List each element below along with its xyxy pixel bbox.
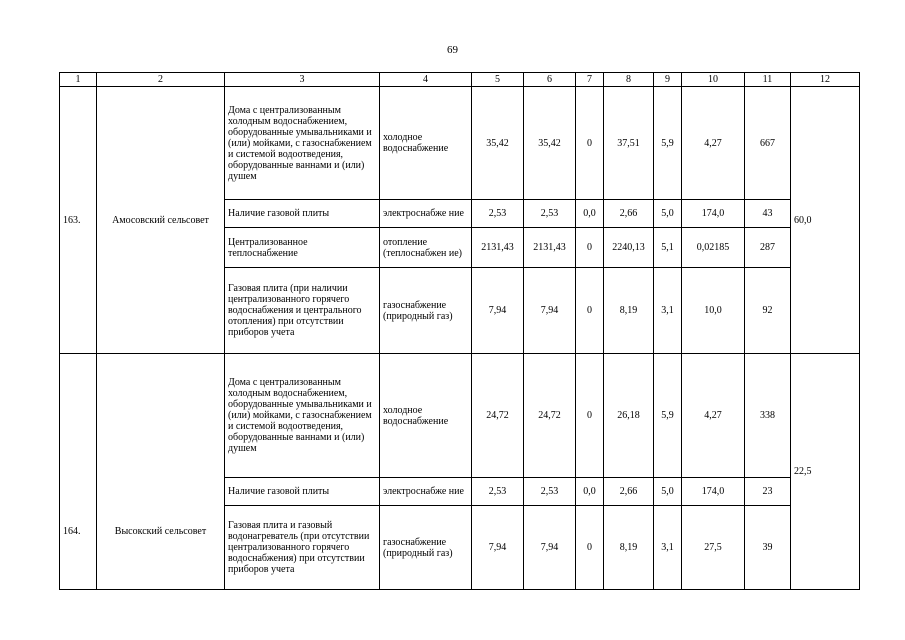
col-header: 7 [576,73,604,87]
service-type: электроснабже ние [380,478,472,506]
value-col5: 2131,43 [472,228,524,268]
settlement-name: Амосовский сельсовет [97,87,225,354]
value-col8: 2,66 [604,200,654,228]
value-col6: 7,94 [524,506,576,590]
value-col8: 2240,13 [604,228,654,268]
value-col9: 5,1 [654,228,682,268]
housing-category: Газовая плита и газовый водонагреватель (при отсутствии централизованного горячего водоснабжения) при отсутствии приборов учета [225,506,380,590]
col-header: 2 [97,73,225,87]
value-col12: 60,0 [791,87,860,354]
value-col7: 0 [576,506,604,590]
value-col11: 43 [745,200,791,228]
col-header: 5 [472,73,524,87]
value-col11: 667 [745,87,791,200]
housing-category: Дома с централизованным холодным водоснабжением, оборудованные умывальниками и (или) мойками, с газоснабжением и системой водоотведения, оборудованные ваннами и (или) душем [225,87,380,200]
housing-category: Централизованное теплоснабжение [225,228,380,268]
value-col5: 24,72 [472,354,524,478]
value-col10: 0,02185 [682,228,745,268]
value-col9: 5,9 [654,354,682,478]
value-col10: 4,27 [682,354,745,478]
value-col8: 37,51 [604,87,654,200]
value-col11: 287 [745,228,791,268]
value-col5: 7,94 [472,268,524,354]
value-col7: 0 [576,228,604,268]
value-col9: 5,0 [654,478,682,506]
housing-category: Газовая плита (при наличии централизованного горячего водоснабжения и центрального отопления) при отсутствии приборов учета [225,268,380,354]
page-number: 69 [447,44,458,56]
value-col6: 24,72 [524,354,576,478]
value-col10: 174,0 [682,200,745,228]
service-type: отопление (теплоснабжен ие) [380,228,472,268]
value-col7: 0 [576,354,604,478]
value-col5: 35,42 [472,87,524,200]
row-number: 163. [60,87,97,354]
value-col9: 3,1 [654,268,682,354]
value-col9: 5,0 [654,200,682,228]
service-type: электроснабже ние [380,200,472,228]
value-col7: 0 [576,87,604,200]
value-col9: 5,9 [654,87,682,200]
col-header: 3 [225,73,380,87]
table-row [60,354,860,478]
value-col11: 338 [745,354,791,478]
value-col10: 174,0 [682,478,745,506]
col-header: 11 [745,73,791,87]
value-col8: 2,66 [604,478,654,506]
col-header: 10 [682,73,745,87]
col-header: 8 [604,73,654,87]
value-col6: 2131,43 [524,228,576,268]
value-col5: 7,94 [472,506,524,590]
value-col11: 92 [745,268,791,354]
col-header: 12 [791,73,860,87]
housing-category: Наличие газовой плиты [225,478,380,506]
col-header: 4 [380,73,472,87]
value-col11: 39 [745,506,791,590]
value-col8: 8,19 [604,268,654,354]
service-type: газоснабжение (природный газ) [380,268,472,354]
value-col5: 2,53 [472,478,524,506]
value-col9: 3,1 [654,506,682,590]
service-type: холодное водоснабжение [380,87,472,200]
table-row [60,87,860,200]
col-header: 9 [654,73,682,87]
value-col6: 2,53 [524,200,576,228]
value-col7: 0,0 [576,478,604,506]
service-type: газоснабжение (природный газ) [380,506,472,590]
service-type: холодное водоснабжение [380,354,472,478]
value-col11: 23 [745,478,791,506]
housing-category: Дома с централизованным холодным водоснабжением, оборудованные умывальниками и (или) мойками, с газоснабжением и системой водоотведения, оборудованные ваннами и (или) душем [225,354,380,478]
value-col6: 7,94 [524,268,576,354]
col-header: 1 [60,73,97,87]
value-col7: 0 [576,268,604,354]
settlement-name: Высокский сельсовет [97,354,225,590]
value-col10: 10,0 [682,268,745,354]
value-col7: 0,0 [576,200,604,228]
housing-category: Наличие газовой плиты [225,200,380,228]
value-col10: 4,27 [682,87,745,200]
value-col6: 35,42 [524,87,576,200]
value-col12: 22,5 [791,354,860,590]
value-col8: 26,18 [604,354,654,478]
value-col6: 2,53 [524,478,576,506]
header-row [60,73,860,87]
value-col5: 2,53 [472,200,524,228]
row-number: 164. [60,354,97,590]
value-col10: 27,5 [682,506,745,590]
value-col8: 8,19 [604,506,654,590]
tariff-table [59,72,860,590]
col-header: 6 [524,73,576,87]
